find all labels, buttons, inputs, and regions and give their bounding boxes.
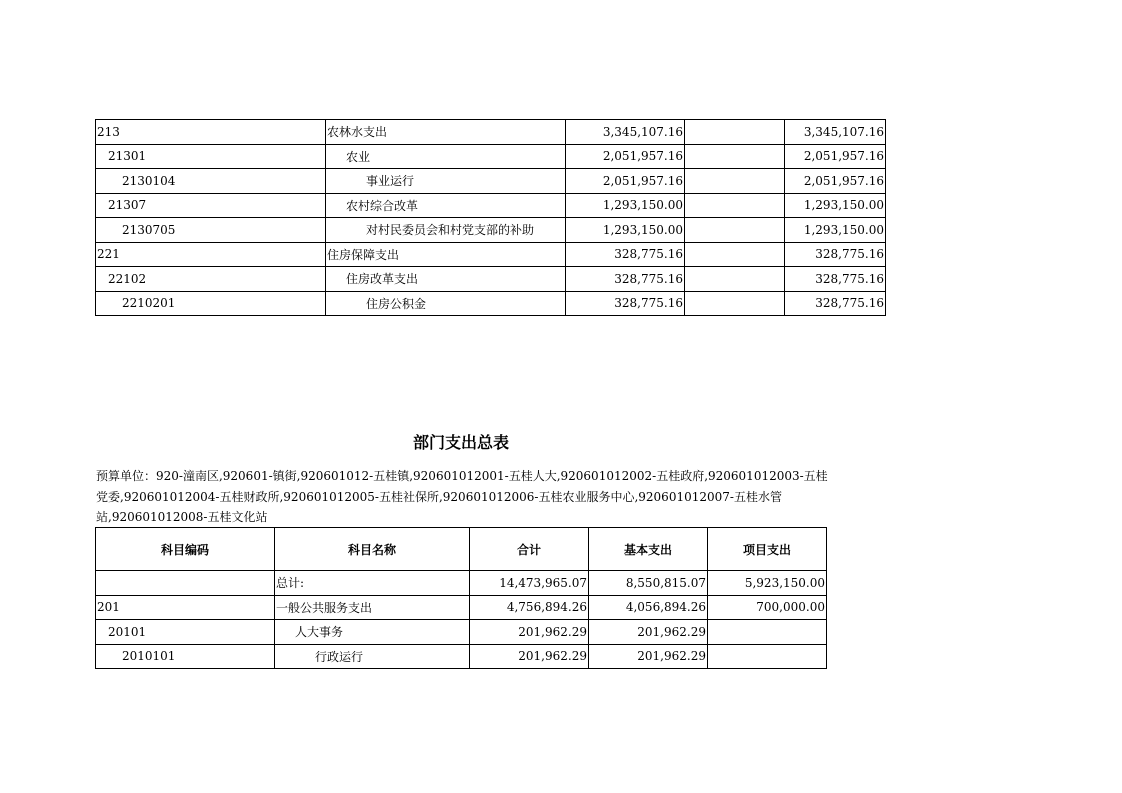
total-cell: 201,962.29 [470,620,589,645]
empty-cell [685,267,785,292]
table-row [96,291,886,316]
empty-cell [685,242,785,267]
table-row [96,218,886,243]
header-subject-name: 科目名称 [275,528,470,571]
header-basic-expenditure: 基本支出 [589,528,708,571]
department-expenditure-table [95,527,827,669]
amount-cell: 2,051,957.16 [566,144,685,169]
table-row [96,571,827,596]
subject-name: 农林水支出 [326,120,566,145]
table-row [96,267,886,292]
amount-cell: 328,775.16 [785,242,886,267]
amount-cell: 3,345,107.16 [785,120,886,145]
subject-name: 住房保障支出 [326,242,566,267]
amount-cell: 3,345,107.16 [566,120,685,145]
amount-cell: 328,775.16 [785,267,886,292]
table-row [96,595,827,620]
subject-code: 221 [96,242,326,267]
page-title: 部门支出总表 [412,433,509,452]
table-row [96,120,886,145]
basic-cell: 201,962.29 [589,620,708,645]
project-cell: 700,000.00 [708,595,827,620]
table-row [96,193,886,218]
empty-cell [685,291,785,316]
project-cell [708,644,827,669]
total-cell: 14,473,965.07 [470,571,589,596]
empty-cell [685,193,785,218]
subject-name: 一般公共服务支出 [275,595,470,620]
amount-cell: 1,293,150.00 [566,193,685,218]
subject-name: 事业运行 [326,169,566,194]
upper-expenditure-table [95,119,886,316]
project-cell [708,620,827,645]
amount-cell: 328,775.16 [566,291,685,316]
subject-code: 2130705 [96,218,326,243]
subject-name: 农业 [326,144,566,169]
total-cell: 4,756,894.26 [470,595,589,620]
subject-code: 213 [96,120,326,145]
subject-name: 住房改革支出 [326,267,566,292]
basic-cell: 201,962.29 [589,644,708,669]
header-total: 合计 [470,528,589,571]
project-cell: 5,923,150.00 [708,571,827,596]
empty-cell [685,120,785,145]
amount-cell: 2,051,957.16 [785,144,886,169]
empty-cell [685,169,785,194]
subject-name: 行政运行 [275,644,470,669]
amount-cell: 1,293,150.00 [566,218,685,243]
amount-cell: 1,293,150.00 [785,193,886,218]
subject-name: 人大事务 [275,620,470,645]
subject-name: 总计: [275,571,470,596]
table-row [96,242,886,267]
subject-name: 对村民委员会和村党支部的补助 [326,218,566,243]
empty-cell [685,144,785,169]
amount-cell: 328,775.16 [566,242,685,267]
amount-cell: 328,775.16 [785,291,886,316]
subject-code: 21301 [96,144,326,169]
subject-name: 住房公积金 [326,291,566,316]
empty-cell [685,218,785,243]
amount-cell: 2,051,957.16 [785,169,886,194]
table-row [96,144,886,169]
amount-cell: 1,293,150.00 [785,218,886,243]
subject-code: 2210201 [96,291,326,316]
subject-code: 201 [96,595,275,620]
basic-cell: 4,056,894.26 [589,595,708,620]
subject-code: 2010101 [96,644,275,669]
subject-code: 2130104 [96,169,326,194]
table-row [96,169,886,194]
subject-code: 22102 [96,267,326,292]
subject-code: 21307 [96,193,326,218]
table-row [96,620,827,645]
budget-unit-text: 预算单位：920-潼南区,920601-镇街,920601012-五桂镇,920601012001-五桂人大,920601012002-五桂政府,920601012003-五桂党委,920601012004-五桂财政所,920601012005-五桂社保所,920601012006-五桂农业服务中心,920601012007-五桂水管站,920601012008-五桂文化站 [96,469,828,524]
basic-cell: 8,550,815.07 [589,571,708,596]
total-cell: 201,962.29 [470,644,589,669]
subject-code: 20101 [96,620,275,645]
amount-cell: 328,775.16 [566,267,685,292]
table-row [96,644,827,669]
header-project-expenditure: 项目支出 [708,528,827,571]
amount-cell: 2,051,957.16 [566,169,685,194]
subject-name: 农村综合改革 [326,193,566,218]
header-subject-code: 科目编码 [96,528,275,571]
table-header-row [96,528,827,571]
subject-code [96,571,275,596]
